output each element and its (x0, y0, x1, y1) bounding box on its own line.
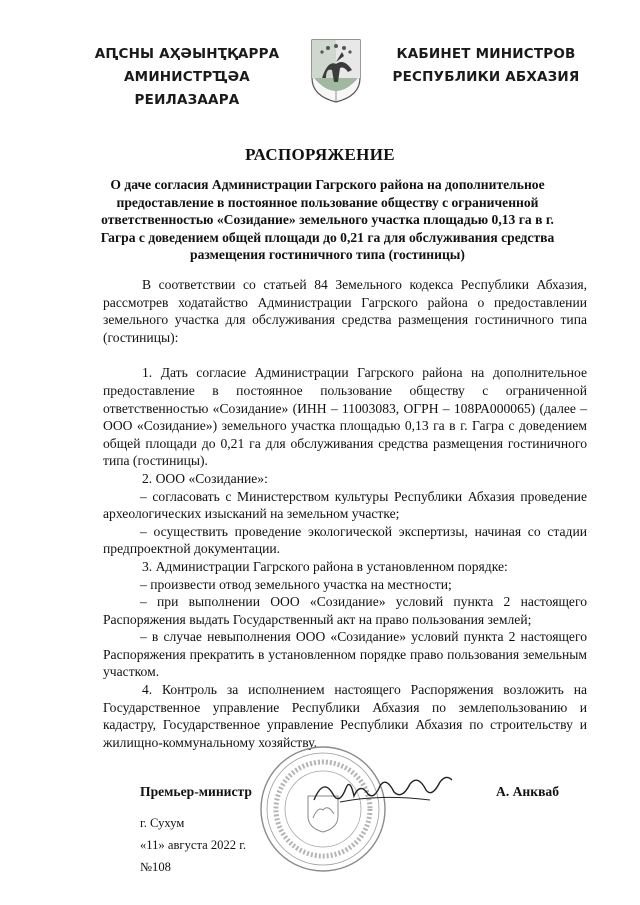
header-right-russian (386, 43, 586, 89)
clause-2a: – согласовать с Министерством культуры Республики Абхазия проведение археологических изысканий на земельном участке; (103, 488, 587, 522)
clause-3: 3. Администрации Гагрского района в установленном порядке: (142, 558, 508, 574)
clause-4: 4. Контроль за исполнением настоящего Распоряжения возложить на Государственное управление Республики Абхазия по землепользованию и кадастру, Государственное управление Республики Абхазия по строительству и жилищно-коммунальному хозяйству. (103, 682, 587, 750)
document-subject: О даче согласия Администрации Гагрского района на дополнительное предоставление в постоянное пользование обществу с ограниченной ответственностью «Созидание» земельного участка площадью 0,13 га в г. Гагра с доведением общей площади до 0,21 га для обслуживания средства размещения гостиничного типа (гостиницы) (100, 177, 555, 262)
clause-3c: – в случае невыполнения ООО «Созидание» условий пункта 2 настоящего Распоряжения прекратить в установленном порядке право пользования земельным участком. (103, 629, 587, 680)
header-left-abkhaz (72, 43, 302, 112)
handwritten-signature-icon (310, 770, 460, 810)
header-right-line2: РЕСПУБЛИКИ АБХАЗИЯ (392, 69, 580, 85)
document-body (103, 276, 587, 751)
preamble-paragraph: В соответствии со статьей 84 Земельного кодекса Республики Абхазия, рассмотрев ходатайство Администрации Гагрского района о предоставлении земельного участка для обслуживания средства размещения гостиничного типа (гостиницы): (103, 277, 587, 345)
document-number: №108 (140, 860, 171, 874)
document-title: РАСПОРЯЖЕНИЕ (245, 145, 395, 164)
clause-2b: – осуществить проведение экологической экспертизы, начиная со стадии предпроектной документации. (103, 523, 587, 557)
header-left-line2: АМИНИСТРҴӘА РЕИЛАЗААРА (124, 69, 250, 108)
header-right-line1: КАБИНЕТ МИНИСТРОВ (396, 46, 576, 62)
issue-date: «11» августа 2022 г. (140, 838, 247, 852)
clause-2: 2. ООО «Созидание»: (142, 470, 268, 486)
header-left-line1: АԤСНЫ АҲӘЫНҬҚАРРА (94, 46, 280, 62)
coat-of-arms-icon (300, 38, 372, 104)
clause-1: 1. Дать согласие Администрации Гагрского района на дополнительное предоставление в постоянное пользование обществу с ограниченной ответственностью «Созидание» (ИНН – 11003083, ОГРН – 108РА000065) (далее – ООО «Созидание») земельного участка площадью 0,13 га в г. Гагра с доведением общей площади до 0,21 га для обслуживания средства размещения гостиничного типа (гостиницы). (103, 365, 587, 469)
clause-3b: – при выполнении ООО «Созидание» условий пункта 2 настоящего Распоряжения выдать Государственный акт на право пользования землей; (103, 594, 587, 627)
signatory-role: Премьер-министр (140, 784, 252, 799)
signatory-name: А. Анкваб (496, 784, 560, 799)
issue-place: г. Сухум (140, 816, 185, 830)
clause-3a: – произвести отвод земельного участка на местности; (140, 576, 452, 592)
